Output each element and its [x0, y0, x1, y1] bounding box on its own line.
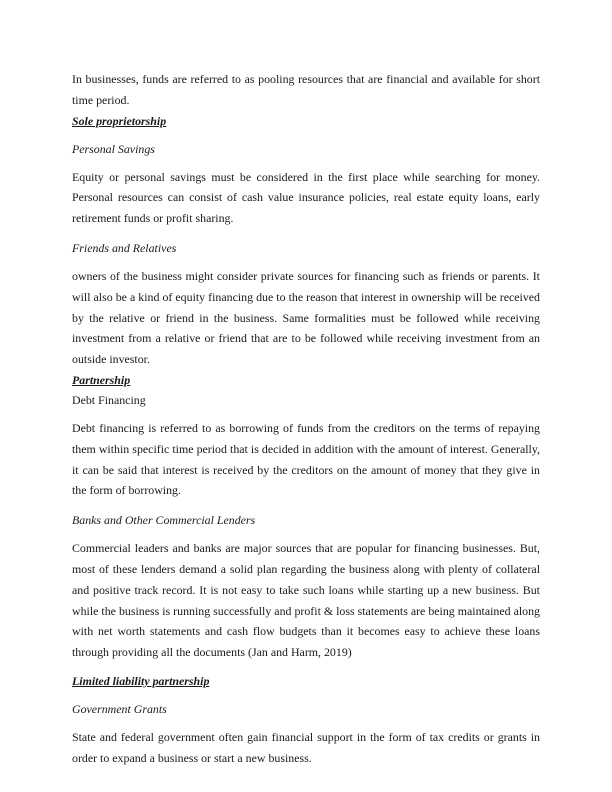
subheading-government-grants: Government Grants: [72, 701, 167, 716]
paragraph-government-grants: State and federal government often gain financial support in the form of tax credits or grants in order to expand a business or start a new business.: [72, 729, 540, 765]
citation: (Jan and Harm, 2019): [248, 645, 352, 660]
intro-paragraph: In businesses, funds are referred to as pooling resources that are financial and available for short time period.: [72, 72, 540, 107]
paragraph-friends-relatives: owners of the business might consider private sources for financing such as friends or parents. It will also be a kind of equity financing due to the reason that interest in ownership will be received by the relative or friend in the business. Same formalities must be followed while receiving investment from a relative or friend that are to be followed while receiving investment from an outside investor.: [72, 268, 540, 367]
paragraph-banks-lenders: [72, 538, 540, 663]
paragraph-banks-lenders-text: Commercial leaders and banks are major sources that are popular for financing businesses. But, most of these lenders demand a solid plan regarding the business along with plenty of collateral and positive track record. It is not easy to take such loans while starting up a new business. But while the business is running successfully and profit & loss statements are being maintained along with net worth statements and cash flow budgets than it becomes easy to achieve these loans through providing all the documents: [72, 541, 540, 660]
section-heading-sole-proprietorship: Sole proprietorship: [72, 113, 167, 128]
subheading-friends-relatives: Friends and Relatives: [72, 240, 177, 255]
paragraph-personal-savings: Equity or personal savings must be considered in the first place while searching for money. Personal resources can consist of cash value insurance policies, real estate equity loans, early retirement funds or profit sharing.: [72, 169, 540, 226]
document-page: [72, 69, 540, 769]
paragraph-debt-financing: Debt financing is referred to as borrowing of funds from the creditors on the terms of repaying them within specific time period that is decided in addition with the amount of interest. Generally, it can be said that interest is received by the creditors on the amount of money that they give in the form of borrowing.: [72, 420, 540, 498]
section-heading-partnership: Partnership: [72, 372, 131, 387]
subheading-debt-financing: Debt Financing: [72, 392, 146, 407]
section-heading-llp: Limited liability partnership: [72, 673, 210, 688]
subheading-personal-savings: Personal Savings: [72, 141, 155, 156]
subheading-banks-lenders: Banks and Other Commercial Lenders: [72, 513, 256, 528]
